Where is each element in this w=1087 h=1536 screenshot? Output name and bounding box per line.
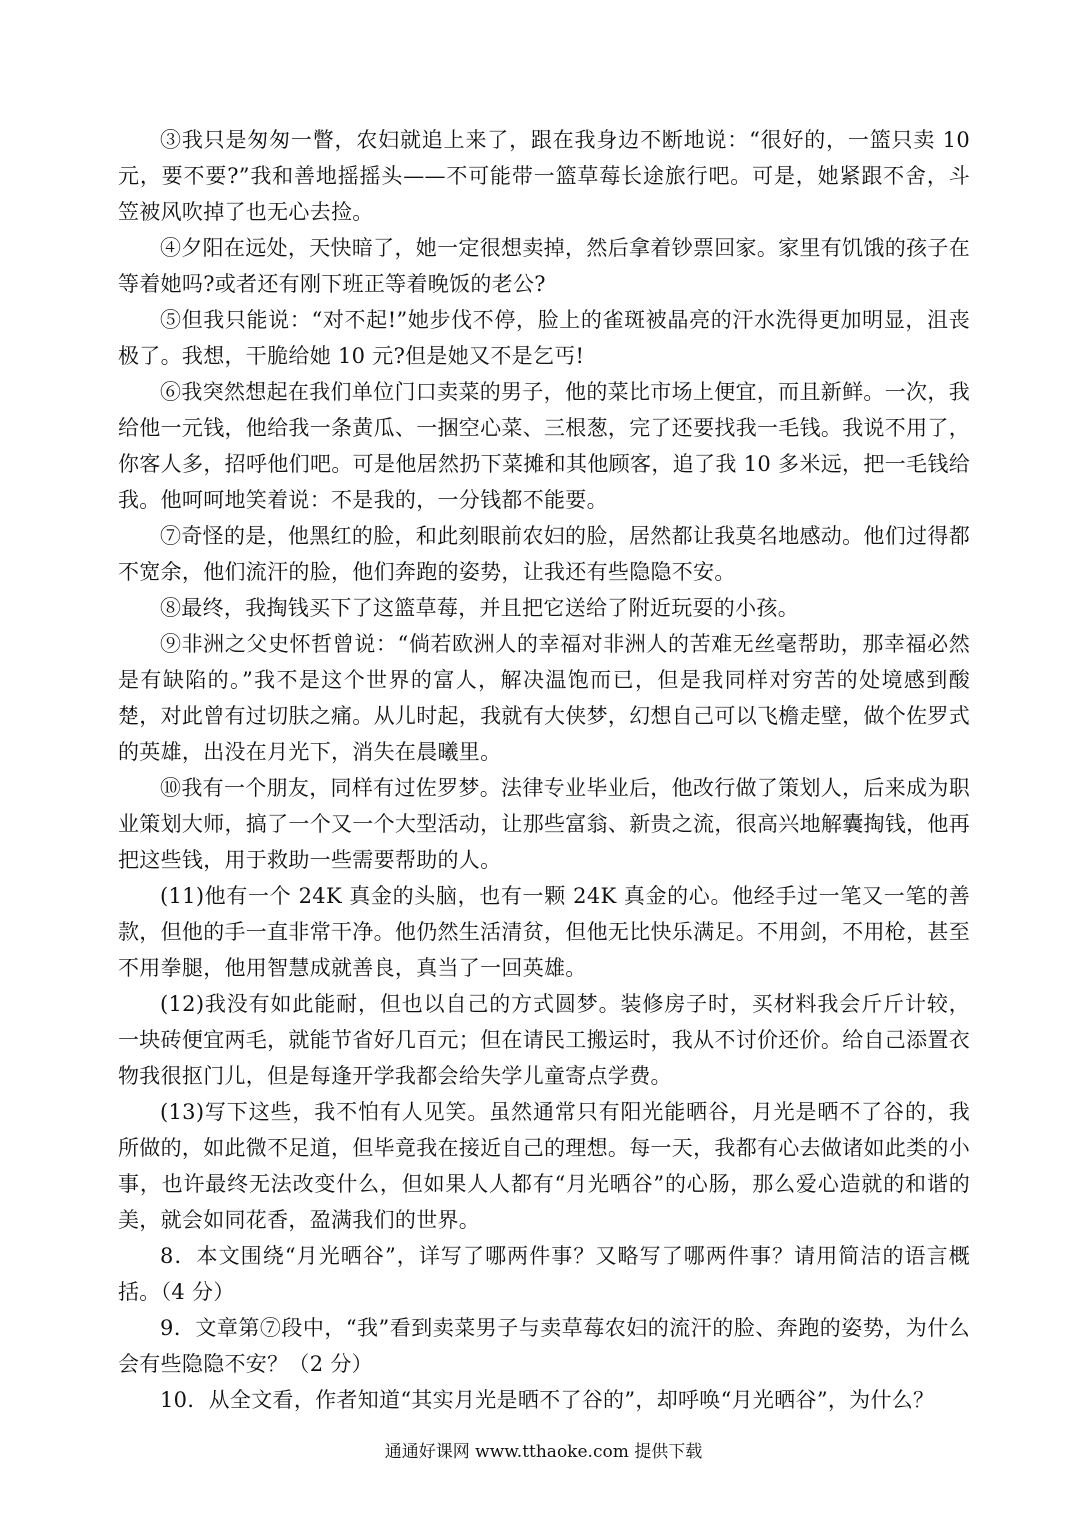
paragraph-4: ④夕阳在远处，天快暗了，她一定很想卖掉，然后拿着钞票回家。家里有饥饿的孩子在等着她吗?或者还有刚下班正等着晚饭的老公?: [118, 236, 970, 296]
question-9: 9．文章第⑦段中，“我”看到卖菜男子与卖草莓农妇的流汗的脸、奔跑的姿势，为什么会有些隐隐不安？（2 分）: [118, 1316, 970, 1376]
paragraph-3: ③我只是匆匆一瞥，农妇就追上来了，跟在我身边不断地说：“很好的，一篮只卖 10 元，要不要?”我和善地摇摇头——不可能带一篮草莓长途旅行吧。可是，她紧跟不舍，斗笠被风吹掉了也无心去捡。: [118, 128, 970, 224]
paragraph-12: (12)我没有如此能耐，但也以自己的方式圆梦。装修房子时，买材料我会斤斤计较，一块砖便宜两毛，就能节省好几百元；但在请民工搬运时，我从不讨价还价。给自己添置衣物我很抠门儿，但是每逢开学我都会给失学儿童寄点学费。: [118, 992, 970, 1088]
paragraph-6: ⑥我突然想起在我们单位门口卖菜的男子，他的菜比市场上便宜，而且新鲜。一次，我给他一元钱，他给我一条黄瓜、一捆空心菜、三根葱，完了还要找我一毛钱。我说不用了，你客人多，招呼他们吧。可是他居然扔下菜摊和其他顾客，追了我 10 多米远，把一毛钱给我。他呵呵地笑着说：不是我的，一分钱都不能要。: [118, 380, 970, 512]
paragraph-10: ⑩我有一个朋友，同样有过佐罗梦。法律专业毕业后，他改行做了策划人，后来成为职业策划大师，搞了一个又一个大型活动，让那些富翁、新贵之流，很高兴地解囊掏钱，他再把这些钱，用于救助一些需要帮助的人。: [118, 776, 970, 872]
paragraph-9: ⑨非洲之父史怀哲曾说：“倘若欧洲人的幸福对非洲人的苦难无丝毫帮助，那幸福必然是有缺陷的。”我不是这个世界的富人，解决温饱而已，但是我同样对穷苦的处境感到酸楚，对此曾有过切肤之痛。从儿时起，我就有大侠梦，幻想自己可以飞檐走壁，做个佐罗式的英雄，出没在月光下，消失在晨曦里。: [118, 632, 970, 764]
paragraph-13: (13)写下这些，我不怕有人见笑。虽然通常只有阳光能晒谷，月光是晒不了谷的，我所做的，如此微不足道，但毕竟我在接近自己的理想。每一天，我都有心去做诸如此类的小事，也许最终无法改变什么，但如果人人都有“月光晒谷”的心肠，那么爱心造就的和谐的美，就会如同花香，盈满我们的世界。: [118, 1100, 970, 1232]
page-footer: 通通好课网 www.tthaoke.com 提供下载: [384, 1442, 703, 1462]
paragraph-7: ⑦奇怪的是，他黑红的脸，和此刻眼前农妇的脸，居然都让我莫名地感动。他们过得都不宽余，他们流汗的脸，他们奔跑的姿势，让我还有些隐隐不安。: [118, 524, 970, 584]
question-8: 8．本文围绕“月光晒谷”，详写了哪两件事？又略写了哪两件事？请用简洁的语言概括。（4 分）: [118, 1244, 970, 1304]
document-body: [118, 122, 970, 1418]
paragraph-5: ⑤但我只能说：“对不起!”她步伐不停，脸上的雀斑被晶亮的汗水洗得更加明显，沮丧极了。我想，干脆给她 10 元?但是她又不是乞丐!: [118, 308, 970, 368]
question-10: 10．从全文看，作者知道“其实月光是晒不了谷的”，却呼唤“月光晒谷”，为什么？: [160, 1388, 935, 1412]
paragraph-8: ⑧最终，我掏钱买下了这篮草莓，并且把它送给了附近玩耍的小孩。: [160, 596, 799, 620]
paragraph-11: (11)他有一个 24K 真金的头脑，也有一颗 24K 真金的心。他经手过一笔又一笔的善款，但他的手一直非常干净。他仍然生活清贫，但他无比快乐满足。不用剑，不用枪，甚至不用拳腿，他用智慧成就善良，真当了一回英雄。: [118, 884, 970, 980]
